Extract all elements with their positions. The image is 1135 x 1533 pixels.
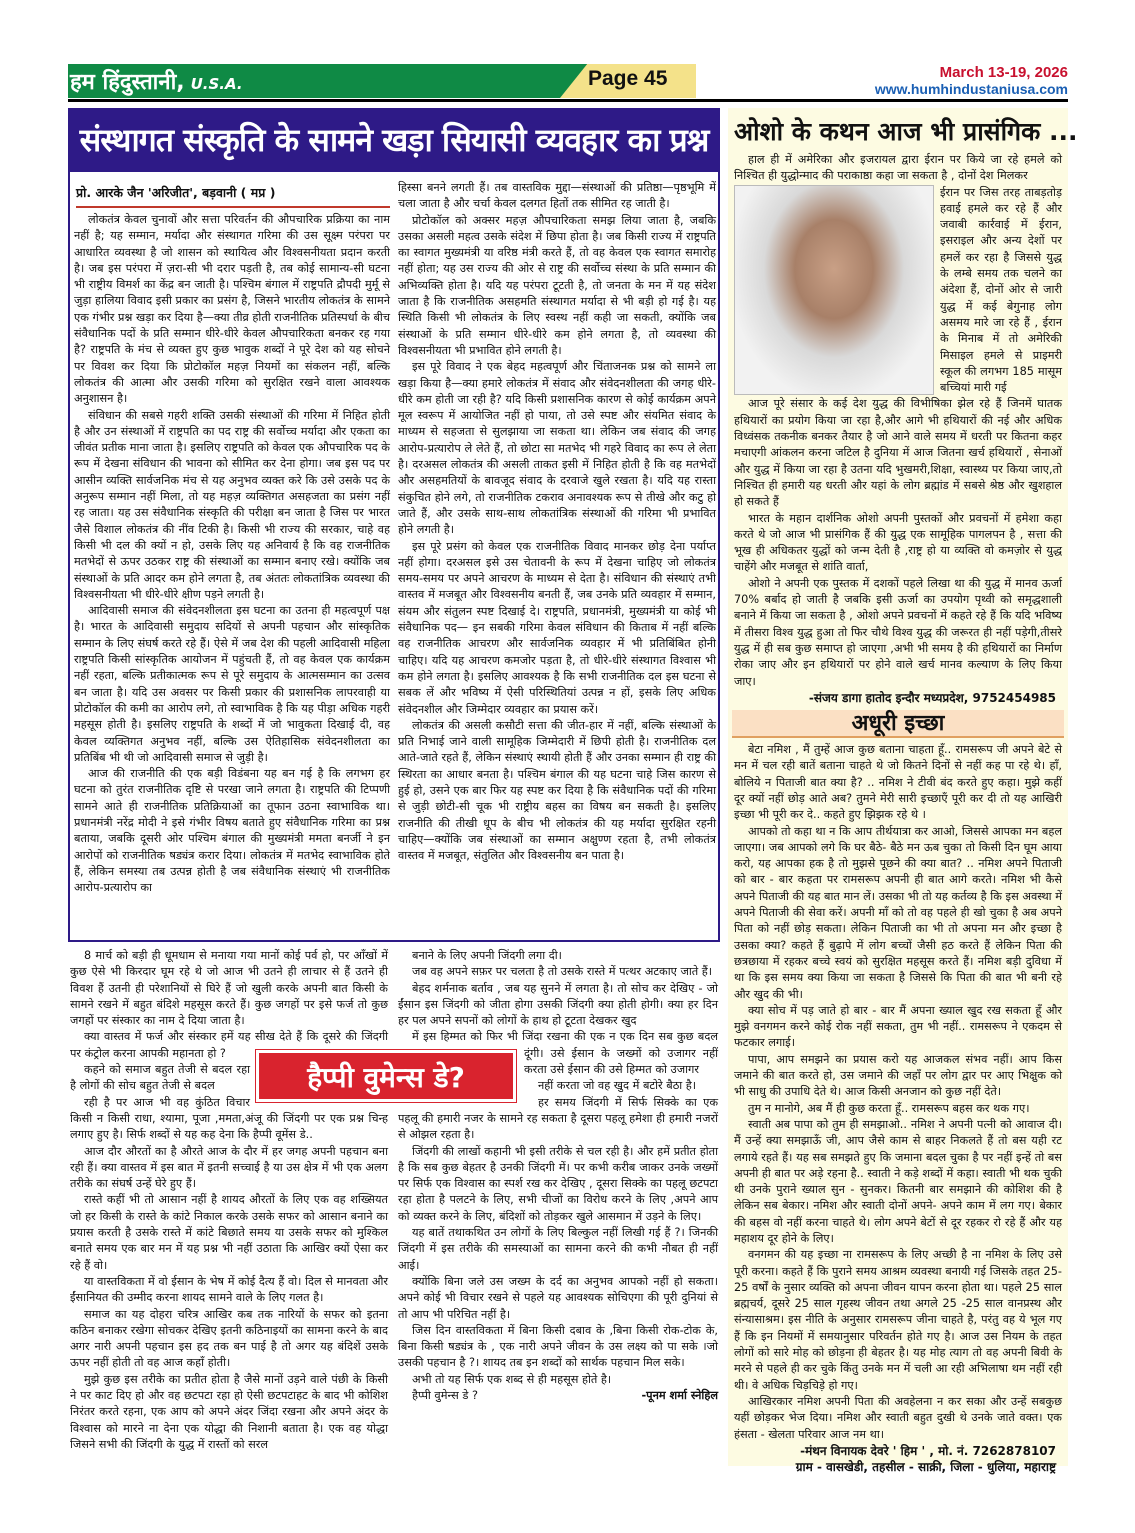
article-title: संस्थागत संस्कृति के सामने खड़ा सियासी व्यवहार का प्रश्न [70, 110, 718, 172]
header-divider [68, 99, 1068, 102]
article-paragraph: हिस्सा बनने लगती हैं। तब वास्तविक मुद्दा—संस्थाओं की प्रतिष्ठा—पृष्ठभूमि में चला जाता है और चर्चा केवल दलगत हितों तक सीमित रह जाती है। [398, 181, 716, 211]
article-paragraph: बनाने के लिए अपनी जिंदगी लगा दी। [412, 949, 562, 962]
wrap-text: में इस हिम्मत को फिर भी जिंदा रखना की एक न एक दिन सब कुछ बदल दूंगी। उसे ईसान के जख्मों को उजागर नहीं करता उसे ईसान की उसे हिम्मत को उजागर [412, 1030, 718, 1077]
article-paragraph: आखिरकार नमिश अपनी पिता की अवहेलना न कर सका और उन्हें सबकुछ यहीं छोड़कर भेज दिया। नमिश और स्वाती बहुत दुखी थे उनके जाते वक्त। एक हंसता - खेलता परिवार आज नम था। [734, 1394, 1062, 1441]
page-header [68, 64, 1068, 100]
article-paragraph: वनगमन की यह इच्छा ना रामसरूप के लिए अच्छी है ना नमिश के लिए उसे पूरी करना। कहते हैं कि पुराने समय आश्रम व्यवस्था बनायी गई जिसके तहत 25-25 वर्षों के नुसार व्यक्ति को अपना जीवन यापन करना होता था। पहले 25 साल ब्रह्मचर्य, दूसरे 25 साल गृहस्थ जीवन तथा अगले 25 -25 साल वानप्रस्थ और संन्यासाश्रम। इस नीति के अनुसार रामसरूप जीना चाहते है, परंतु वह ये भूल गए हैं कि इन नियमों में समयानुसार परिवर्तन होते गए है। आज उस नियम के तहत लोगों को सारे मोह को छोड़ना ही बेहतर है। यह मोह त्याग तो वह अपनी बिवी के मरने से पहले ही कर चुके किंतु उनके मन में चली आ रही अभिलाषा थम नहीं रही थी। वे अधिक चिड़चिड़े हो गए। [734, 1248, 1062, 1392]
article-paragraph: जब वह अपने सफ़र पर चलता है तो उसके रास्ते में पत्थर अटकाए जाते हैं। [412, 965, 713, 979]
article-paragraph: लोकतंत्र की असली कसौटी सत्ता की जीत-हार में नहीं, बल्कि संस्थाओं के प्रति निभाई जाने वाली सामूहिक जिम्मेदारी में छिपी होती है। राजनीतिक दल आते-जाते रहते हैं, लेकिन संस्थाएं स्थायी होती हैं और उनका सम्मान ही राष्ट्र की स्थिरता का आधार बनता है। पश्चिम बंगाल की यह घटना चाहे जिस कारण से हुई हो, उसने एक बार फिर यह स्पष्ट कर दिया है कि संवैधानिक पदों की गरिमा से जुड़ी छोटी-सी चूक भी राष्ट्रीय बहस का विषय बन सकती है। इसलिए राजनीति की तीखी धूप के बीच भी लोकतंत्र की यह मर्यादा सुरक्षित रहनी चाहिए—क्योंकि जब संस्थाओं का सम्मान अक्षुण्ण रहता है, तभी लोकतंत्र वास्तव में मजबूत, संतुलित और विश्वसनीय बन पाता है। [398, 718, 716, 863]
osho-author: -संजय डागा हातोद इन्दौर मध्यप्रदेश, 9752454985 [808, 690, 1056, 705]
article-paragraph: जिस दिन वास्तविकता में बिना किसी दबाव के ,बिना किसी रोक-टोक के, बिना किसी षड्यंत्र के , एक नारी अपने जीवन के उस लक्ष्य को पा सके ।जो उसकी पहचान है ?। शायद तब इन शब्दों को सार्थक पहचान मिल सके। [398, 1323, 718, 1370]
osho-intro: हाल ही में अमेरिका और इजरायल द्वारा ईरान पर किये जा रहे हमले को निश्चित ही युद्धोन्माद की पराकाष्ठा कहा जा सकता है , दोनों देश मिलकर [734, 153, 1062, 183]
article-paragraph: हर समय जिंदगी में सिर्फ सिक्के का एक पहलू की हमारी नजर के सामने रह सकता है दूसरा पहलू हमेशा ही हमारी नजरों से ओझल रहता है। [398, 1095, 718, 1142]
article-paragraph: क्योंकि बिना जले उस जख्म के दर्द का अनुभव आपको नहीं हो सकता। अपने कोई भी विचार रखने से पहले यह आवश्यक सोचिएगा की पूरी दुनियां से तो आप भी परिचित नहीं है। [398, 1274, 718, 1321]
article-paragraph: अभी तो यह सिर्फ एक शब्द से ही महसूस होते है। [412, 1372, 612, 1386]
article-paragraph: आदिवासी समाज की संवेदनशीलता इस घटना का उतना ही महत्वपूर्ण पक्ष है। भारत के आदिवासी समुदाय सदियों से अपनी पहचान और सांस्कृतिक सम्मान के लिए संघर्ष करते रहे हैं। ऐसे में जब देश की पहली आदिवासी महिला राष्ट्रपति किसी सांस्कृतिक आयोजन में पहुंचती हैं, तो वह केवल एक कार्यक्रम नहीं रहता, बल्कि प्रतीकात्मक रूप से पूरे समुदाय के आत्मसम्मान का उत्सव बन जाता है। यदि उस अवसर पर किसी प्रकार की प्रशासनिक लापरवाही या प्रोटोकॉल की कमी का आरोप लगे, तो स्वाभाविक है कि यह पीड़ा अधिक गहरी महसूस होती है। इसलिए राष्ट्रपति के शब्दों में जो भावुकता दिखाई दी, वह केवल व्यक्तिगत अनुभव नहीं, बल्कि उस ऐतिहासिक संवेदनशीलता का प्रतिबिंब भी थी जो आदिवासी समाज से जुड़ी है। [74, 604, 390, 764]
article-paragraph: स्वाती अब पापा को तुम ही समझाओ.. नमिश ने अपनी पत्नी को आवाज दी। मैं उन्हें क्या समझाऊँ जी, आप जैसे काम से बाहर निकलते हैं तो बस यही रट लगाये रहते हैं। यह सब समझते हुए कि जमाना बदल चुका है पर नहीं इन्हें तो बस अपनी ही बात पर अड़े रहना है.. स्वाती ने कड़े शब्दों में कहा। स्वाती भी थक चुकी थी उनके पुराने ख्याल सुन - सुनकर। कितनी बार समझाने की कोशिश की है लेकिन सब बेकार। नमिश और स्वाती दोनों अपने- अपने काम में लग गए। बेकार की बहस वो नहीं करना चाहते थे। लोग अपने बेटों से दूर रहकर रो रहे हैं और यह महाशय दूर होने के लिए। [734, 1117, 1062, 1245]
article-paragraph: क्या वास्तव में फर्ज और संस्कार हमें यह सीख देते हैं कि दूसरे की जिंदगी पर कंट्रोल करना आपकी महानता हो ? [70, 1030, 388, 1060]
article-paragraph: लोकतंत्र केवल चुनावों और सत्ता परिवर्तन की औपचारिक प्रक्रिया का नाम नहीं है; यह सम्मान, मर्यादा और संस्थागत गरिमा की उस सूक्ष्म परंपरा पर आधारित व्यवस्था है जो शासन को स्थायित्व और विश्वसनीयता प्रदान करती है। जब इस परंपरा में ज़रा-सी भी दरार पड़ती है, तब कोई सामान्य-सी घटना भी राष्ट्रीय विमर्श का केंद्र बन जाती है। पश्चिम बंगाल में राष्ट्रपति द्रौपदी मुर्मू से जुड़ा हालिया विवाद इसी प्रकार का प्रसंग है, जिसने भारतीय लोकतंत्र के सामने एक गंभीर प्रश्न खड़ा कर दिया है—क्या तीव्र होती राजनीतिक प्रतिस्पर्धा के बीच संवैधानिक पदों के प्रति सम्मान धीरे-धीरे केवल औपचारिकता बनकर रह गया है? राष्ट्रपति के मंच से व्यक्त हुए कुछ भावुक शब्दों ने पूरे देश को यह सोचने पर विवश कर दिया कि प्रोटोकॉल महज़ नियमों का संकलन नहीं, बल्कि लोकतंत्र की आत्मा और उसकी गरिमा को सुरक्षित रखने वाला आवश्यक अनुशासन है। [74, 213, 390, 406]
article-paragraph: रास्ते कहीं भी तो आसान नहीं है शायद औरतों के लिए एक वह शख्सियत जो हर किसी के रास्ते के कांटे निकाल करके उसके सफर को आसान बनाने का प्रयास करती है उसके रास्ते में कांटे बिछाते समय या उसके सफर को मुश्किल बनाते समय एक बार मन में यह प्रश्न भी नहीं उठाता कि आखिर क्यों ऐसा कर रहे हैं वो। [70, 1193, 388, 1272]
wrap-text: कहने को समाज बहुत तेजी से बदल रहा है लोगों की सोच बहुत तेजी से बदल [70, 1063, 250, 1093]
article-paragraph: आपको तो कहा था न कि आप तीर्थयात्रा कर आओ, जिससे आपका मन बहल जाएगा। जब आपको लगे कि घर बैठे- बैठे मन ऊब चुका तो किसी दिन घूम आया करो, यह आपका हक है तो मुझसे पूछने की क्या बात? .. नमिश अपने पिताजी को बार - बार कहता पर रामसरूप अपनी ही बात आगे करते। नमिश भी कैसे अपने पिताजी की यह बात मान लें। उसका भी तो यह कर्तव्य है कि इस अवस्था में अपने पिताजी की सेवा करें। अपनी माँ को तो वह पहले ही खो चुका है अब अपने पिता को नहीं छोड़ सकता। लेकिन पिताजी का भी तो अपना मन और इच्छा है उसका क्या? कहते हैं बुढ़ापे में लोग बच्चों जैसी हठ करते हैं लेकिन पिता की छत्रछाया में रहकर बच्चे स्वयं को सुरक्षित महसूस करते हैं। नमिश बड़ी दुविधा में था कि इस समय क्या किया जा सकता है जिससे कि पिता की बात भी बनी रहे और खुद की भी। [734, 824, 1062, 1001]
article-paragraph: तुम न मानोगे, अब मैं ही कुछ करता हूँ.. रामसरूप बहस कर थक गए। [748, 1101, 1030, 1115]
article-paragraph: पापा, आप समझने का प्रयास करो यह आजकल संभव नहीं। आप किस जमाने की बात करते हो, उस जमाने की जहाँ पर लोग द्वार पर आए भिक्षुक को भी साधु की उपाधि देते थे। आज किसी अनजान को कुछ नहीं देते। [734, 1052, 1062, 1099]
adhuri-title: अधूरी इच्छा [732, 710, 1064, 738]
article-paragraph: रही है पर आज भी वह कुंठित विचार किसी न किसी राधा, श्यामा, पूजा ,ममता,अंजू की जिंदगी पर एक प्रश्न चिन्ह लगाए हुए है। सिर्फ शब्दों से यह कह देना कि हैप्पी वूमेंस डे.. [70, 1095, 388, 1142]
article-paragraph: मुझे कुछ इस तरीके का प्रतीत होता है जैसे मानों उड़ने वाले पंछी के किसी ने पर काट दिए हो और वह छटपटा रहा हो ऐसी छटपटाहट के बाद भी कोशिश निरंतर करते रहना, एक आप को अपने अंदर जिंदा रखना और अपने अंदर के विश्वास को मारने ना देना एक योद्धा की निशानी बताता है। एक वह योद्धा जिसने सभी की जिंदगी के युद्ध में रास्तों को सरल [70, 1372, 388, 1451]
article-paragraph: बेहद शर्मनाक बर्ताव , जब यह सुनने में लगता है। तो सोच कर देखिए - जो ईंसान इस जिंदगी को जीता होगा उसकी जिंदगी क्या होती होगी। क्या हर दिन हर पल अपने सपनों को लोगों के हाथ हो टूटता देखकर खुद [398, 981, 718, 1028]
osho-wrap-text: ईरान पर जिस तरह ताबड़तोड़ हवाई हमले कर रहे हैं और जवाबी कार्रवाई में ईरान, इसराइल और अन्य देशों पर हमलें कर रहा है जिससे युद्ध के लम्बे समय तक चलने का अंदेशा हैं, दोनों ओर से जारी युद्ध में कई बेगुनाह लोग असमय मारे जा रहे हैं , ईरान के मिनाब में तो अमेरिकी मिसाइल हमले से प्राइमरी स्कूल की लगभग 185 मासूम बच्चियां मारी गई [940, 185, 1062, 395]
issue-date: March 13-19, 2026 [939, 64, 1068, 81]
article-column-1 [74, 212, 390, 896]
closing-line: हैप्पी वुमेन्स डे ? [412, 1389, 478, 1403]
article-paragraph: 8 मार्च को बड़ी ही धूमधाम से मनाया गया मानों कोई पर्व हो, पर आँखों में कुछ ऐसे भी किरदार घूम रहे थे जो आज भी उतने ही लाचार से हैं उतने ही विवश हैं उतनी ही परेशानियों से घिरे हैं जो खुली करके अपनी बात किसी के सामने रखने में बहुत बंदिशे महसूस करते हैं। कुछ जगहों पर इसे फर्ज तो कुछ जगहों पर संस्कार का नाम दे दिया जाता है। [70, 949, 388, 1028]
article-column-2 [398, 180, 716, 864]
adhuri-address: ग्राम - वासखेडी, तहसील - साक्री, जिला - धुलिया, महाराष्ट्र [795, 1460, 1056, 1475]
womens-day-title: हैप्पी वुमेन्स डे? [256, 1050, 516, 1102]
osho-article [728, 148, 1068, 706]
womens-day-column-1 [70, 948, 388, 1453]
article-paragraph: यह बातें तथाकथित उन लोगों के लिए बिल्कुल नहीं लिखी गई हैं ?। जिनकी जिंदगी में इस तरीके की समस्याओं का सामना करने की कभी नौबत ही नहीं आई। [398, 1226, 718, 1272]
womens-day-column-2 [398, 948, 718, 1404]
article-paragraph: समाज का यह दोहरा चरित्र आखिर कब तक नारियों के सफर को इतना कठिन बनाकर रखेगा सोचकर देखिए इतनी कठिनाइयों का सामना करने के बाद अगर नारी अपनी पहचान इस हद तक बन पाई है तो अगर यह बंदिशें उसके ऊपर नहीं होती तो वह आज कहाँ होती। [70, 1307, 388, 1370]
osho-title: ओशो के कथन आज भी प्रासंगिक ... [734, 117, 1078, 146]
article-paragraph: आज की राजनीति की एक बड़ी विडंबना यह बन गई है कि लगभग हर घटना को तुरंत राजनीतिक दृष्टि से परखा जाने लगता है। राष्ट्रपति की टिप्पणी सामने आते ही राजनीतिक प्रतिक्रियाओं का तूफान उठना स्वाभाविक था। प्रधानमंत्री नरेंद्र मोदी ने इसे गंभीर विषय बताते हुए संवैधानिक गरिमा का प्रश्न बताया, जबकि दूसरी ओर पश्चिम बंगाल की मुख्यमंत्री ममता बनर्जी ने इन आरोपों को राजनीतिक षड्यंत्र करार दिया। लोकतंत्र में मतभेद स्वाभाविक होते हैं, लेकिन समस्या तब उत्पन्न होती है जब संवैधानिक संस्थाएं भी राजनीतिक आरोप-प्रत्यारोप का [74, 767, 390, 895]
page-number: Page 45 [588, 67, 668, 90]
article-paragraph: जिंदगी की लाखों कहानी भी इसी तरीके से चल रही है। और हमें प्रतीत होता है कि सब कुछ बेहतर है उनकी जिंदगी में। पर कभी करीब जाकर उनके जख्मों पर सिर्फ एक विश्वास का स्पर्श रख कर देखिए , दूसरा सिक्के का पहलू छटपटा रहा होता है पलटने के लिए, सभी चीजों का विरोध करने के लिए ,अपने आप को व्यक्त करने के लिए, बंदिशों को तोड़कर खुले आसमान में उड़ने के लिए। [398, 1144, 718, 1223]
womens-day-author: -पूनम शर्मा स्नेहिल [641, 1389, 718, 1403]
article-paragraph: क्या सोच में पड़ जाते हो बार - बार मैं अपना ख्याल खुद रख सकता हूँ और मुझे वनगमन करने कोई रोक नहीं सकता, तुम भी नहीं.. रामसरूप ने एकदम से फटकार लगाई। [734, 1003, 1062, 1050]
osho-photo [734, 185, 934, 395]
article-paragraph: संविधान की सबसे गहरी शक्ति उसकी संस्थाओं की गरिमा में निहित होती है और उन संस्थाओं में राष्ट्रपति का पद राष्ट्र की सर्वोच्च मर्यादा और एकता का जीवंत प्रतीक माना जाता है। इसलिए राष्ट्रपति को केवल एक औपचारिक पद के रूप में देखना संविधान की भावना को सीमित कर देना होगा। जब इस पद पर आसीन व्यक्ति सार्वजनिक मंच से यह अनुभव व्यक्त करे कि उसे उसके पद के अनुरूप सम्मान नहीं मिला, तो यह महज़ व्यक्तिगत असहजता का प्रसंग नहीं रह जाता। यह उस संवैधानिक संस्कृति की परीक्षा बन जाता है जिस पर भारत जैसे विशाल लोकतंत्र की नींव टिकी है। किसी भी राज्य की सरकार, चाहे वह किसी भी दल की क्यों न हो, उसके लिए यह अनिवार्य है कि वह राजनीतिक मतभेदों से ऊपर उठकर राष्ट्र की संस्थाओं का सम्मान बनाए रखे। क्योंकि जब संस्थाओं के प्रति आदर कम होने लगता है, तब अंततः लोकतांत्रिक व्यवस्था की विश्वसनीयता भी धीरे-धीरे क्षीण पड़ने लगती है। [74, 408, 390, 601]
article-paragraph: आज दौर औरतों का है औरते आज के दौर में हर जगह अपनी पहचान बना रही हैं। क्या वास्तव में इस बात में इतनी सच्चाई है या उस क्षेत्र में भी एक अलग तरीके का संघर्ष उन्हें घेरे हुए हैं। [70, 1144, 388, 1191]
article-paragraph: या वास्तविकता में वो ईसान के भेष में कोई दैत्य हैं वो। दिल से मानवता और ईंसानियत की उम्मीद करना शायद सामने वाले के लिए गलत है। [70, 1274, 388, 1305]
article-paragraph: इस पूरे प्रसंग को केवल एक राजनीतिक विवाद मानकर छोड़ देना पर्याप्त नहीं होगा। दरअसल इसे उस चेतावनी के रूप में देखना चाहिए जो लोकतंत्र समय-समय पर अपने आचरण के माध्यम से देता है। संविधान की संस्थाएं तभी वास्तव में मजबूत और विश्वसनीय बनती हैं, जब उनके प्रति व्यवहार में सम्मान, संयम और संतुलन स्पष्ट दिखाई दे। राष्ट्रपति, प्रधानमंत्री, मुख्यमंत्री या कोई भी संवैधानिक पद— इन सबकी गरिमा केवल संविधान की किताब में नहीं बल्कि वह राजनीतिक आचरण और सार्वजनिक व्यवहार में भी प्रतिबिंबित होनी चाहिए। यदि यह आचरण कमजोर पड़ता है, तो धीरे-धीरे संस्थागत विश्वास भी कम होने लगता है। इसलिए आवश्यक है कि सभी राजनीतिक दल इस घटना से सबक लें और भविष्य में ऐसी परिस्थितियां उत्पन्न न हों, इसके लिए अधिक संवेदनशील और जिम्मेदार व्यवहार का प्रयास करें। [398, 539, 716, 716]
masthead-title: हम हिंदुस्तानी, [70, 70, 185, 95]
article-paragraph: ओशो ने अपनी एक पुस्तक में दशकों पहले लिखा था की युद्ध में मानव ऊर्जा 70% बर्बाद हो जाती है जबकि इसी ऊर्जा का उपयोग पृथ्वी को समृद्धशाली बनाने में किया जा सकता है , ओशो अपने प्रवचनों में कहते रहे हैं कि यदि भविष्य में तीसरा विश्व युद्ध हुआ तो फिर चौथे विश्व युद्ध की जरूरत ही नहीं पड़ेगी,तीसरे युद्ध में ही सब कुछ समाप्त हो जाएगा ,अभी भी समय है की हथियारों का निर्माण रोका जाए और इन हथियारों पर होने वाले खर्च मानव कल्याण के लिए किया जाए। [734, 576, 1062, 688]
masthead [70, 66, 243, 96]
article-paragraph: इस पूरे विवाद ने एक बेहद महत्वपूर्ण और चिंताजनक प्रश्न को सामने ला खड़ा किया है—क्या हमारे लोकतंत्र में संवाद और संवेदनशीलता की जगह धीरे-धीरे कम होती जा रही है? यदि किसी प्रशासनिक कारण से कोई कार्यक्रम अपने मूल स्वरूप में आयोजित नहीं हो पाया, तो उसे स्पष्ट और संयमित संवाद के माध्यम से सहजता से सुलझाया जा सकता था। लेकिन जब संवाद की जगह आरोप-प्रत्यारोप ले लेते हैं, तो छोटा सा मतभेद भी गहरे विवाद का रूप ले लेता है। दरअसल लोकतंत्र की असली ताकत इसी में निहित होती है कि वह मतभेदों और असहमतियों के बावजूद संवाद के दरवाजे खुले रखता है। यदि यह रास्ता संकुचित होने लगे, तो राजनीतिक टकराव अनावश्यक रूप से तीखे और कटु हो जाते हैं, और उसके साथ-साथ लोकतांत्रिक संस्थाओं की गरिमा भी प्रभावित होने लगती है। [398, 360, 716, 537]
article-paragraph: बेटा नमिश , मैं तुम्हें आज कुछ बताना चाहता हूँ.. रामसरूप जी अपने बेटे से मन में चल रही बातें बताना चाहते थे जो कितने दिनों से नहीं कह पा रहे थे। हाँ, बोलिये न पिताजी बात क्या है? .. नमिश ने टीवी बंद करते हुए कहा। मुझे कहीं दूर क्यों नहीं छोड़ आते अब? तुमने मेरी सारी इच्छाएँ पूरी कर दी तो यह आखिरी इच्छा भी पूरी कर दे.. कहते हुए झिझक रहे थे । [734, 743, 1062, 822]
article-paragraph: भारत के महान दार्शनिक ओशो अपनी पुस्तकों और प्रवचनों में हमेशा कहा करते थे जो आज भी प्रासंगिक हैं की युद्ध एक सामूहिक पागलपन है , सत्ता की भूख ही अधिकतर युद्धों को जन्म देती है ,राष्ट्र हो या व्यक्ति वो कमज़ोर से युद्ध चाहेंगे और मजबूत से शांति वार्ता, [734, 511, 1062, 574]
article-paragraph: नहीं करता जो वह खुद में बटोरे बैठा है। [538, 1079, 697, 1093]
article-paragraph: प्रोटोकॉल को अक्सर महज़ औपचारिकता समझ लिया जाता है, जबकि उसका असली महत्व उसके संदेश में छिपा होता है। जब किसी राज्य में राष्ट्रपति का स्वागत मुख्यमंत्री या वरिष्ठ मंत्री करते हैं, तो वह केवल एक स्वागत समारोह नहीं होता; यह उस राज्य की ओर से राष्ट्र की सर्वोच्च संस्था के प्रति सम्मान की अभिव्यक्ति होता है। यदि यह परंपरा टूटती है, तो जनता के मन में यह संदेश जाता है कि राजनीतिक असहमति संस्थागत मर्यादा से भी बड़ी हो गई है। यह स्थिति किसी भी लोकतंत्र के लिए स्वस्थ नहीं कही जा सकती, क्योंकि जब संस्थाओं के प्रति सम्मान धीरे-धीरे कम होने लगता है, तो व्यवस्था की विश्वसनीयता भी प्रभावित होने लगती है। [398, 213, 716, 357]
right-column [728, 108, 1078, 1475]
article-paragraph: आज पूरे संसार के कई देश युद्ध की विभीषिका झेल रहे हैं जिनमें घातक हथियारों का प्रयोग किया जा रहा है,और आगे भी हथियारों की नई और अधिक विध्वंसक तकनीक बनकर तैयार है जो आने वाले समय में धरती पर कितना कहर मचाएगी आंकलन करना जटिल है दुनिया में आज जितना खर्च हथियारों , सेनाओं और युद्ध में किया जा रहा है उतना यदि भुखमरी,शिक्षा, स्वास्थ्य पर किया जाए,तो निश्चित ही हमारी यह धरती और यहां के लोग ब्रह्मांड में सबसे श्रेष्ठ और खुशहाल हो सकते हैं [734, 397, 1062, 509]
byline-divider [76, 206, 390, 208]
adhuri-author: -मंथन विनायक देवरे ' हिम ' , मो. नं. 7262878107 [800, 1443, 1056, 1458]
article-byline: प्रो. आरके जैन 'अरिजीत', बड़वानी ( मप्र ) [76, 185, 276, 200]
adhuri-article [728, 742, 1068, 1475]
masthead-suffix: U.S.A. [190, 75, 243, 93]
main-article [68, 108, 720, 942]
website-link[interactable]: www.humhindustaniusa.com [874, 81, 1068, 97]
